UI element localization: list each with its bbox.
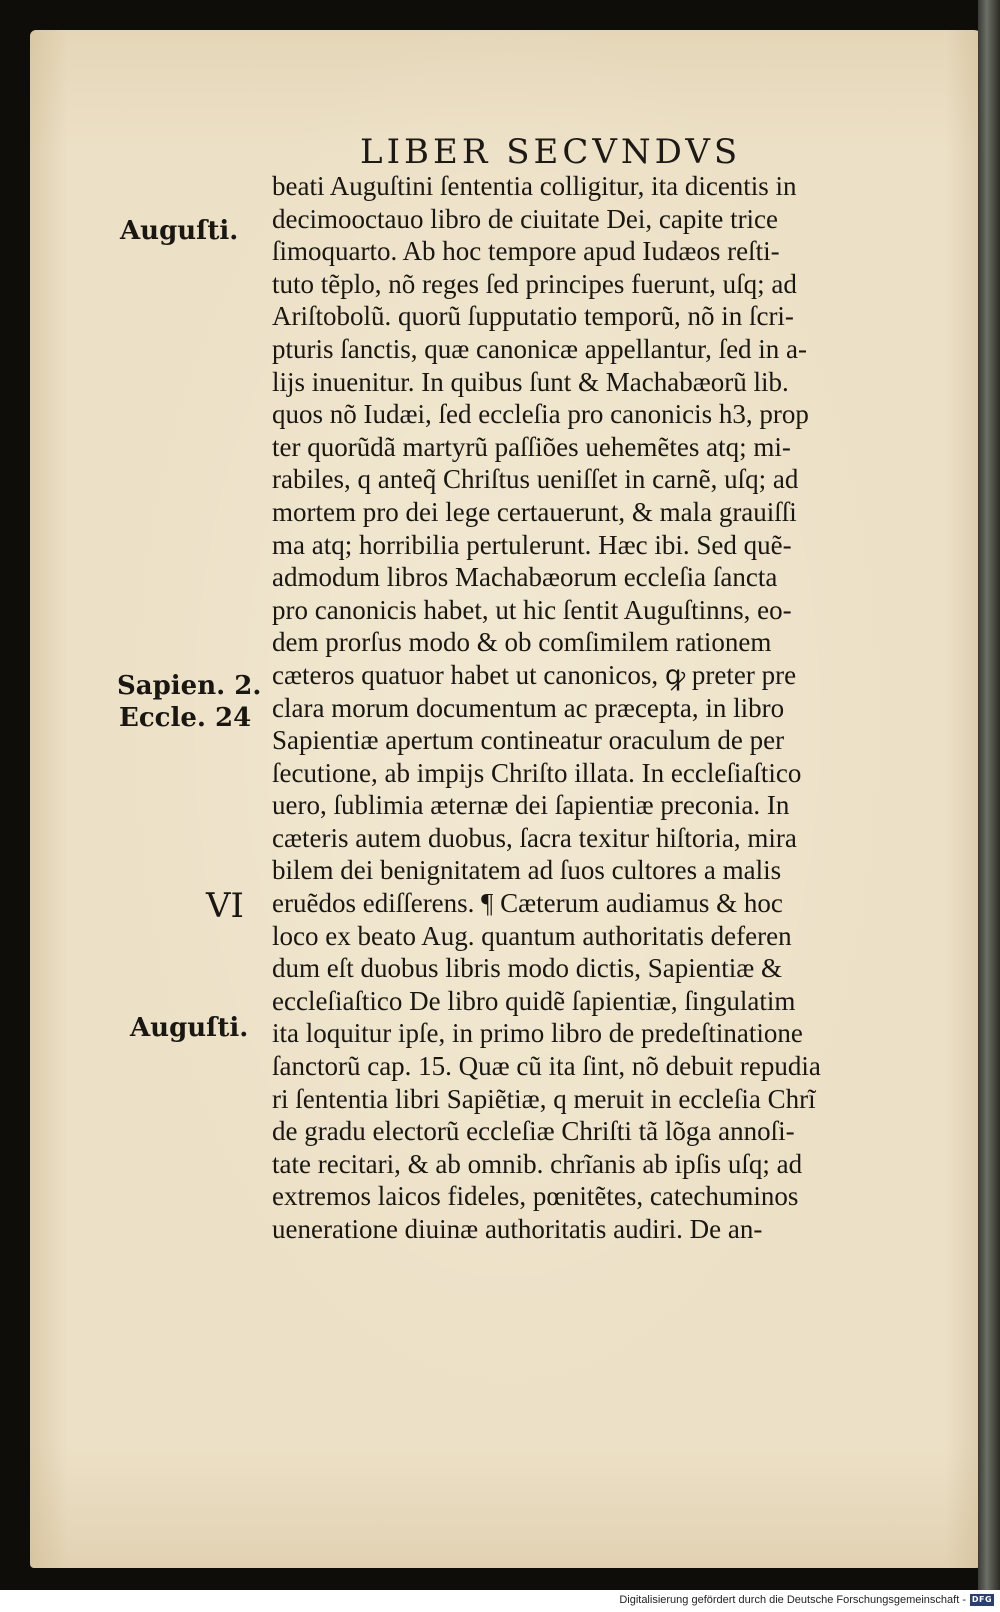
marginal-note: Eccle. 24 bbox=[119, 703, 252, 733]
text-line: dum eſt duobus libris modo dictis, Sapientiæ & bbox=[272, 953, 782, 984]
text-line: rabiles, q anteq̃ Chriſtus ueniſſet in carnẽ, uſq; ad bbox=[272, 464, 799, 495]
marginal-note: Sapien. 2. bbox=[117, 671, 262, 701]
text-line: lijs inuenitur. In quibus ſunt & Machabæorũ lib. bbox=[272, 366, 789, 397]
footer-bar bbox=[0, 1590, 1000, 1612]
text-line: tuto tẽplo, nõ reges ſed principes fuerunt, uſq; ad bbox=[272, 268, 797, 299]
text-line: Sapientiæ apertum contineatur oraculum de per bbox=[272, 725, 785, 756]
text-line: ita loquitur ipſe, in primo libro de predeſtinatione bbox=[272, 1018, 803, 1049]
text-line: tate recitari, & ab omnib. chrĩanis ab ipſis uſq; ad bbox=[272, 1148, 803, 1179]
funding-credit: Digitalisierung gefördert durch die Deutsche Forschungsgemeinschaft - bbox=[619, 1594, 966, 1606]
text-line: bilem dei benignitatem ad ſuos cultores a malis bbox=[272, 855, 782, 886]
text-line: ſanctorũ cap. 15. Quæ cũ ita ſint, nõ debuit repudia bbox=[272, 1051, 821, 1082]
text-line: ſecutione, ab impijs Chriſto illata. In eccleſiaſtico bbox=[272, 757, 802, 788]
text-line: decimooctauo libro de ciuitate Dei, capite trice bbox=[272, 203, 779, 234]
marginal-note: Auguſti. bbox=[120, 216, 239, 246]
text-line: eruẽdos ediſſerens. ¶ Cæterum audiamus & hoc bbox=[272, 888, 783, 919]
text-line: beati Auguſtini ſententia colligitur, ita dicentis in bbox=[272, 171, 797, 201]
text-line: uero, ſublimia æternæ dei ſapientiæ preconia. In bbox=[272, 790, 790, 821]
text-line: ri ſententia libri Sapiẽtiæ, q meruit in eccleſia Chrĩ bbox=[272, 1083, 816, 1114]
text-line: ter quorũdã martyrũ paſſiões uehemẽtes atq; mi- bbox=[272, 431, 791, 462]
marginal-note: Auguſti. bbox=[130, 1013, 249, 1043]
running-head: LIBER SECVNDVS bbox=[360, 132, 742, 172]
text-line: dem prorſus modo & ob comſimilem rationem bbox=[272, 627, 772, 658]
text-line: Ariſtobolũ. quorũ ſupputatio temporũ, nõ in ſcri- bbox=[272, 301, 794, 332]
text-line: quos nõ Iudæi, ſed eccleſia pro canonicis h3, prop bbox=[272, 399, 809, 430]
text-line: pturis ſanctis, quæ canonicæ appellantur, ſed in a- bbox=[272, 333, 808, 364]
text-line: ueneratione diuinæ authoritatis audiri. De an- bbox=[272, 1214, 763, 1244]
marginal-note: VI bbox=[206, 886, 244, 926]
text-line: cæteris autem duobus, ſacra texitur hiſtoria, mira bbox=[272, 822, 797, 853]
text-line: pro canonicis habet, ut hic ſentit Auguſtinns, eo- bbox=[272, 594, 792, 625]
text-line: ſimoquarto. Ab hoc tempore apud Iudæos reſti- bbox=[272, 236, 780, 267]
text-line: admodum libros Machabæorum eccleſia ſancta bbox=[272, 562, 778, 593]
text-line: mortem pro dei lege certauerunt, & mala grauiſſi bbox=[272, 496, 797, 527]
text-line: de gradu electorũ eccleſiæ Chriſti tã lõga annoſi- bbox=[272, 1116, 795, 1147]
text-line: eccleſiaſtico De libro quidẽ ſapientiæ, ſingulatim bbox=[272, 985, 796, 1016]
text-line: cæteros quatuor habet ut canonicos, ꝙ preter pre bbox=[272, 659, 797, 690]
book-page bbox=[30, 30, 984, 1568]
text-line: clara morum documentum ac præcepta, in libro bbox=[272, 692, 785, 723]
body-text bbox=[272, 170, 932, 1246]
marginal-notes bbox=[110, 30, 270, 1568]
text-line: extremos laicos fideles, pœnitẽtes, catechuminos bbox=[272, 1181, 799, 1212]
dfg-logo-icon: DFG bbox=[971, 1595, 993, 1604]
text-line: loco ex beato Aug. quantum authoritatis deferen bbox=[272, 920, 792, 951]
text-line: ma atq; horribilia pertulerunt. Hæc ibi. Sed quẽ- bbox=[272, 529, 792, 560]
